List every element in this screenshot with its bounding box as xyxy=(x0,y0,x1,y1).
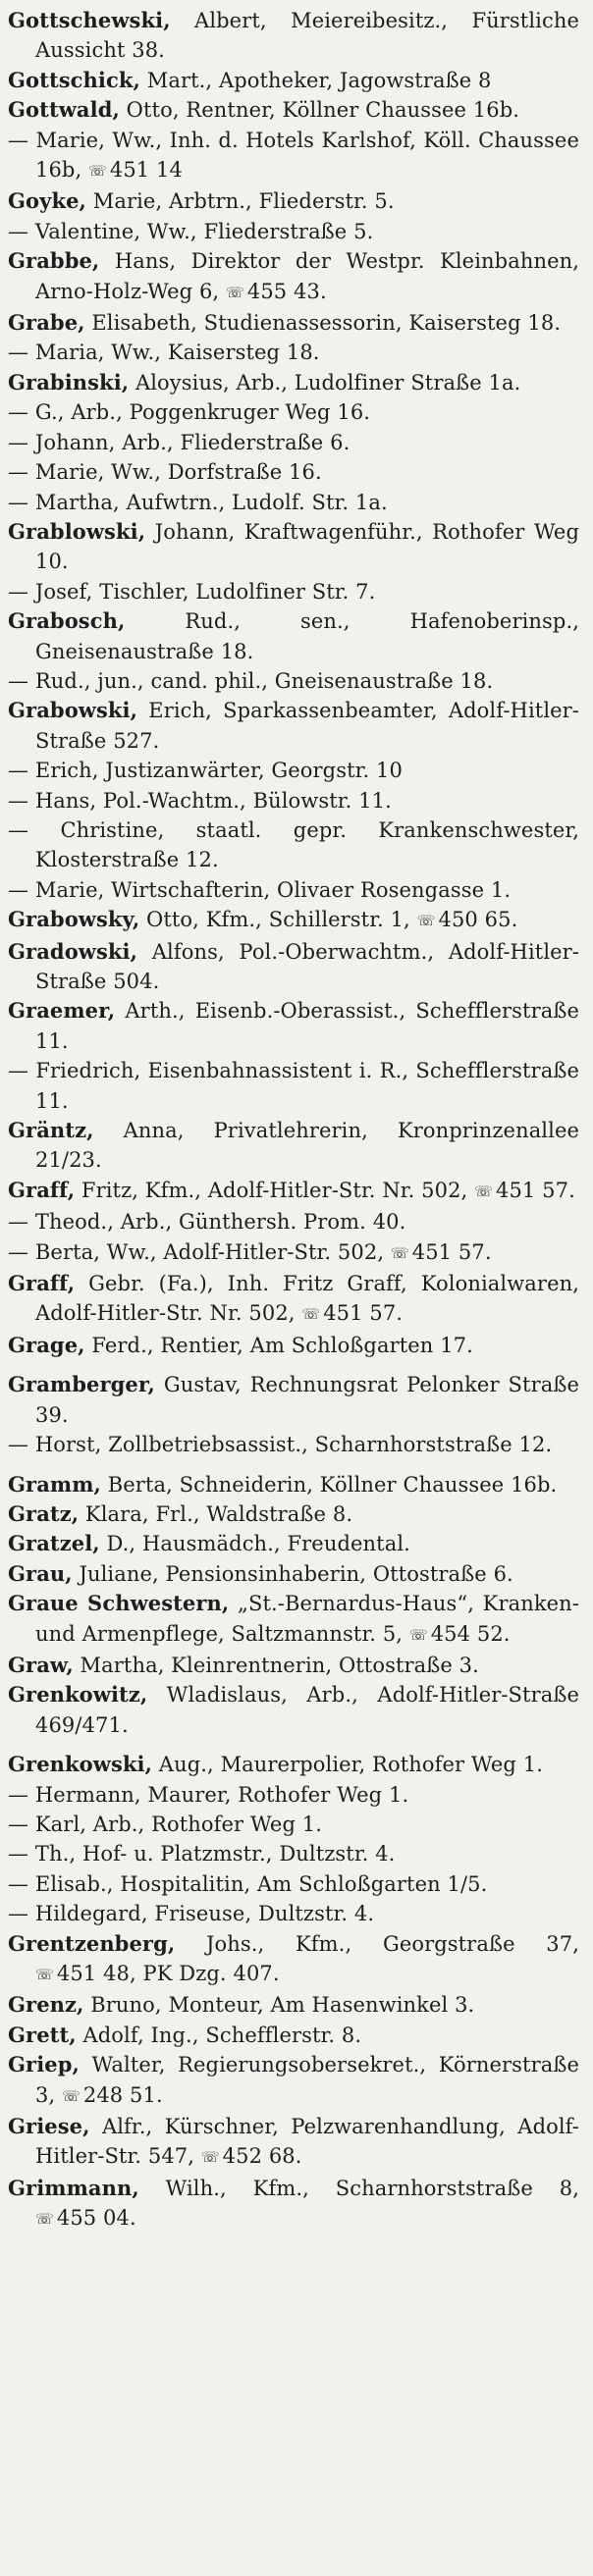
entry-text: Gebr. (Fa.), Inh. Fritz Graff, Kolonialwaren, Adolf-Hitler-Str. Nr. 502, xyxy=(35,1272,579,1326)
entry-text: Christine, staatl. gepr. Krankenschwester, Klosterstraße 12. xyxy=(35,817,579,872)
directory-entry xyxy=(8,1990,579,2020)
directory-entry xyxy=(8,1899,579,1928)
directory-entry xyxy=(8,1839,579,1868)
entry-text: Josef, Tischler, Ludolfiner Str. 7. xyxy=(34,579,376,604)
entry-text: Erich, Justizanwärter, Georgstr. 10 xyxy=(34,759,403,783)
directory-entry xyxy=(8,338,579,367)
entry-text: Maria, Ww., Kaisersteg 18. xyxy=(34,341,320,365)
entry-dash: — xyxy=(8,128,36,152)
phone-number: ☏ 452 68. xyxy=(201,2144,302,2168)
entry-dash: — xyxy=(8,877,35,902)
directory-entry xyxy=(8,6,579,66)
directory-entry xyxy=(8,1750,579,1779)
entry-name: Grablowski, xyxy=(8,518,146,544)
entry-text: Elisabeth, Studienassessorin, Kaisersteg 18. xyxy=(84,311,562,336)
entry-text: Arth., Eisenb.-Oberassist., Schefflerstraße 11. xyxy=(35,999,579,1053)
entry-name: Griep, xyxy=(8,2052,80,2077)
entry-text: Karl, Arb., Rothofer Weg 1. xyxy=(34,1812,323,1836)
entry-name: Gratzel, xyxy=(8,1531,100,1556)
entry-text: Juliane, Pensionsinhaberin, Ottostraße 6. xyxy=(72,1561,513,1586)
entry-name: Grenkowitz, xyxy=(8,1682,148,1708)
phone-number: ☏ 451 57. xyxy=(391,1240,492,1264)
entry-name: Graue Schwestern, xyxy=(8,1591,230,1616)
directory-entry xyxy=(8,905,579,936)
directory-entry xyxy=(8,397,579,427)
entry-name: Grentzenberg, xyxy=(8,1930,176,1956)
entry-text: Klara, Frl., Waldstraße 8. xyxy=(79,1501,353,1526)
directory-entry xyxy=(8,996,579,1056)
entry-name: Grenkowski, xyxy=(8,1752,153,1777)
entry-text: G., Arb., Poggenkruger Weg 16. xyxy=(34,400,371,425)
entry-text: Anna, Privatlehrerin, Kronprinzenallee 21/23. xyxy=(35,1119,579,1173)
entry-text: „St.-Bernardus-Haus“, Kranken- und Armenpflege, Saltzmannstr. 5, xyxy=(35,1592,579,1646)
directory-entry xyxy=(8,1810,579,1839)
directory-entry xyxy=(8,1529,579,1558)
entry-name: Grenz, xyxy=(8,1992,84,2018)
directory-entry xyxy=(8,368,579,397)
directory-entry xyxy=(8,1331,579,1360)
directory-entry xyxy=(8,1176,579,1207)
entry-text: Wladislaus, Arb., Adolf-Hitler-Straße 469/471. xyxy=(35,1683,579,1737)
entry-name: Grett, xyxy=(8,2022,77,2047)
entry-text: Hermann, Maurer, Rothofer Weg 1. xyxy=(34,1782,409,1807)
directory-entry xyxy=(8,95,579,125)
directory-entry xyxy=(8,1470,579,1499)
entry-text: Th., Hof- u. Platzmstr., Dultzstr. 4. xyxy=(34,1842,396,1866)
entry-name: Grage, xyxy=(8,1332,85,1357)
entry-text: Johs., Kfm., Georgstraße 37, xyxy=(175,1931,579,1956)
entry-name: Grimmann, xyxy=(8,2175,139,2200)
entry-dash: — xyxy=(8,1842,35,1866)
entry-name: Gottwald, xyxy=(8,97,120,123)
phone-number: ☏ 451 14 xyxy=(88,158,183,182)
entry-text: Rud., jun., cand. phil., Gneisenaustraße 18. xyxy=(34,668,494,693)
directory-entry xyxy=(8,217,579,246)
entry-dash: — xyxy=(8,1812,35,1836)
entry-name: Graw, xyxy=(8,1652,74,1677)
directory-entry xyxy=(8,1651,579,1680)
phone-number: ☏ 451 57. xyxy=(474,1179,575,1202)
entry-text: Valentine, Ww., Fliederstraße 5. xyxy=(34,219,374,243)
directory-entry xyxy=(8,1929,579,1991)
entry-dash: — xyxy=(8,490,35,514)
directory-entry xyxy=(8,2050,579,2112)
phone-number: ☏ 455 04. xyxy=(35,2206,136,2230)
directory-entry xyxy=(8,1056,579,1116)
entry-dash: — xyxy=(8,759,35,783)
entry-text: Otto, Rentner, Köllner Chaussee 16b. xyxy=(119,98,520,123)
phone-number: ☏ 451 57. xyxy=(301,1301,403,1325)
phone-number: ☏ 248 51. xyxy=(62,2083,163,2107)
entry-dash: — xyxy=(8,430,35,454)
entry-text: Marie, Arbtrn., Fliederstr. 5. xyxy=(85,189,395,214)
entry-name: Goyke, xyxy=(8,188,86,214)
directory-entry xyxy=(8,1430,579,1459)
directory-entry xyxy=(8,457,579,487)
entry-text: Martha, Aufwtrn., Ludolf. Str. 1a. xyxy=(34,490,388,514)
entry-text: Berta, Schneiderin, Köllner Chaussee 16b. xyxy=(100,1472,558,1497)
entry-dash: — xyxy=(8,788,35,813)
entry-name: Grabinski, xyxy=(8,369,130,394)
entry-name: Gräntz, xyxy=(8,1118,94,1143)
entry-dash: — xyxy=(8,817,61,842)
entry-text: Otto, Kfm., Schillerstr. 1, xyxy=(139,908,410,932)
directory-entry xyxy=(8,1370,579,1430)
directory-entry xyxy=(8,815,579,875)
entry-name: Gratz, xyxy=(8,1500,80,1526)
entry-dash: — xyxy=(8,579,35,604)
directory-entry xyxy=(8,2112,579,2174)
entry-name: Gottschewski, xyxy=(8,8,171,32)
entry-text: Theod., Arb., Günthersh. Prom. 40. xyxy=(34,1210,406,1235)
entry-text: Elisab., Hospitalitin, Am Schloßgarten 1/5. xyxy=(34,1871,488,1896)
entry-name: Griese, xyxy=(8,2114,90,2139)
entry-text: Alfons, Pol.-Oberwachtm., Adolf-Hitler-Straße 504. xyxy=(35,939,579,993)
entry-name: Grabowsky, xyxy=(8,907,140,932)
directory-entry xyxy=(8,666,579,696)
directory-entry xyxy=(8,1237,579,1269)
directory-entry xyxy=(8,875,579,905)
entry-dash: — xyxy=(8,1210,35,1235)
directory-entry xyxy=(8,186,579,216)
directory-entry xyxy=(8,786,579,815)
entry-text: Ferd., Rentier, Am Schloßgarten 17. xyxy=(84,1333,473,1357)
directory-entry xyxy=(8,1869,579,1899)
entry-text: Fritz, Kfm., Adolf-Hitler-Str. Nr. 502, xyxy=(75,1178,468,1202)
entry-text: Berta, Ww., Adolf-Hitler-Str. 502, xyxy=(34,1239,385,1264)
phone-number: ☏ 455 43. xyxy=(226,280,327,303)
entry-text: Horst, Zollbetriebsassist., Scharnhorststraße 12. xyxy=(34,1433,553,1457)
directory-entry xyxy=(8,488,579,517)
directory-entry xyxy=(8,1116,579,1176)
entry-name: Gradowski, xyxy=(8,938,138,964)
entry-name: Grabosch, xyxy=(8,608,126,634)
directory-entry xyxy=(8,2021,579,2050)
entry-dash: — xyxy=(8,1433,35,1457)
directory-entry xyxy=(8,1780,579,1810)
entry-text: Friedrich, Eisenbahnassistent i. R., Schefflerstraße 11. xyxy=(35,1059,579,1113)
entry-text: Adolf, Ing., Schefflerstr. 8. xyxy=(76,2023,362,2047)
phone-number: ☏ 451 48, PK Dzg. 407. xyxy=(35,1962,280,1985)
entry-dash: — xyxy=(8,1059,36,1083)
directory-entry xyxy=(8,1207,579,1236)
entry-text: Marie, Ww., Dorfstraße 16. xyxy=(34,460,322,485)
directory-entry xyxy=(8,246,579,308)
directory-entry xyxy=(8,517,579,577)
entry-text: Mart., Apotheker, Jagowstraße 8 xyxy=(139,68,492,92)
entry-dash: — xyxy=(8,1902,35,1926)
entry-text: Albert, Meiereibesitz., Fürstliche Aussicht 38. xyxy=(35,9,579,63)
entry-text: Wilh., Kfm., Scharnhorststraße 8, xyxy=(138,2176,579,2200)
directory-entry xyxy=(8,1589,579,1651)
entry-text: Marie, Ww., Inh. d. Hotels Karlshof, Köll. Chaussee 16b, xyxy=(35,128,579,183)
entry-name: Graff, xyxy=(8,1177,76,1202)
entry-text: Erich, Sparkassenbeamter, Adolf-Hitler-Straße 527. xyxy=(35,699,579,753)
directory-entry xyxy=(8,126,579,187)
entry-name: Graff, xyxy=(8,1271,76,1296)
directory-entry xyxy=(8,577,579,606)
entry-dash: — xyxy=(8,668,35,693)
directory-entry xyxy=(8,1269,579,1331)
entry-dash: — xyxy=(8,1871,35,1896)
entry-text: Aug., Maurerpolier, Rothofer Weg 1. xyxy=(152,1753,543,1777)
entry-name: Grau, xyxy=(8,1560,73,1586)
entry-dash: — xyxy=(8,400,35,425)
entry-text: Johann, Kraftwagenführ., Rothofer Weg 10. xyxy=(35,519,579,574)
phone-number: ☏ 450 65. xyxy=(417,908,518,931)
entry-text: Gustav, Rechnungsrat Pelonker Straße 39. xyxy=(35,1373,579,1427)
entry-text: Johann, Arb., Fliederstraße 6. xyxy=(34,430,350,454)
entry-name: Grabbe, xyxy=(8,248,100,274)
entry-name: Grabowski, xyxy=(8,698,138,723)
entry-text: Martha, Kleinrentnerin, Ottostraße 3. xyxy=(73,1653,479,1677)
directory-entry xyxy=(8,2174,579,2235)
entry-text: D., Hausmädch., Freudental. xyxy=(99,1532,410,1556)
directory-entry xyxy=(8,606,579,666)
directory-entry xyxy=(8,1680,579,1740)
entry-text: Hildegard, Friseuse, Dultzstr. 4. xyxy=(34,1902,375,1926)
entry-dash: — xyxy=(8,1782,35,1807)
entry-text: Rud., sen., Hafenoberinsp., Gneisenaustraße 18. xyxy=(35,609,579,663)
entry-text: Alfr., Kürschner, Pelzwarenhandlung, Adolf-Hitler-Str. 547, xyxy=(35,2115,579,2169)
entry-name: Gramberger, xyxy=(8,1372,155,1397)
directory-entry xyxy=(8,937,579,997)
entry-text: Walter, Regierungsobersekret., Körnerstraße 3, xyxy=(35,2053,579,2107)
entry-name: Gottschick, xyxy=(8,67,140,92)
phone-number: ☏ 454 52. xyxy=(409,1622,511,1646)
directory-entry xyxy=(8,308,579,338)
entry-dash: — xyxy=(8,341,35,365)
entry-text: Marie, Wirtschafterin, Olivaer Rosengasse 1. xyxy=(34,877,512,902)
directory-entry xyxy=(8,428,579,457)
entry-text: Hans, Direktor der Westpr. Kleinbahnen, Arno-Holz-Weg 6, xyxy=(35,249,579,303)
entry-name: Grabe, xyxy=(8,310,85,336)
directory-entry xyxy=(8,1559,579,1589)
entry-name: Graemer, xyxy=(8,998,116,1024)
entry-dash: — xyxy=(8,460,35,485)
directory-entry xyxy=(8,1499,579,1529)
entry-text: Hans, Pol.-Wachtm., Bülowstr. 11. xyxy=(34,788,392,813)
entry-name: Gramm, xyxy=(8,1471,101,1497)
entry-dash: — xyxy=(8,1239,35,1264)
directory-entry xyxy=(8,696,579,756)
directory-entry xyxy=(8,66,579,95)
directory-entry xyxy=(8,756,579,785)
entry-text: Bruno, Monteur, Am Hasenwinkel 3. xyxy=(83,1993,475,2018)
entry-dash: — xyxy=(8,219,35,243)
entry-text: Aloysius, Arb., Ludolfiner Straße 1a. xyxy=(129,370,521,394)
